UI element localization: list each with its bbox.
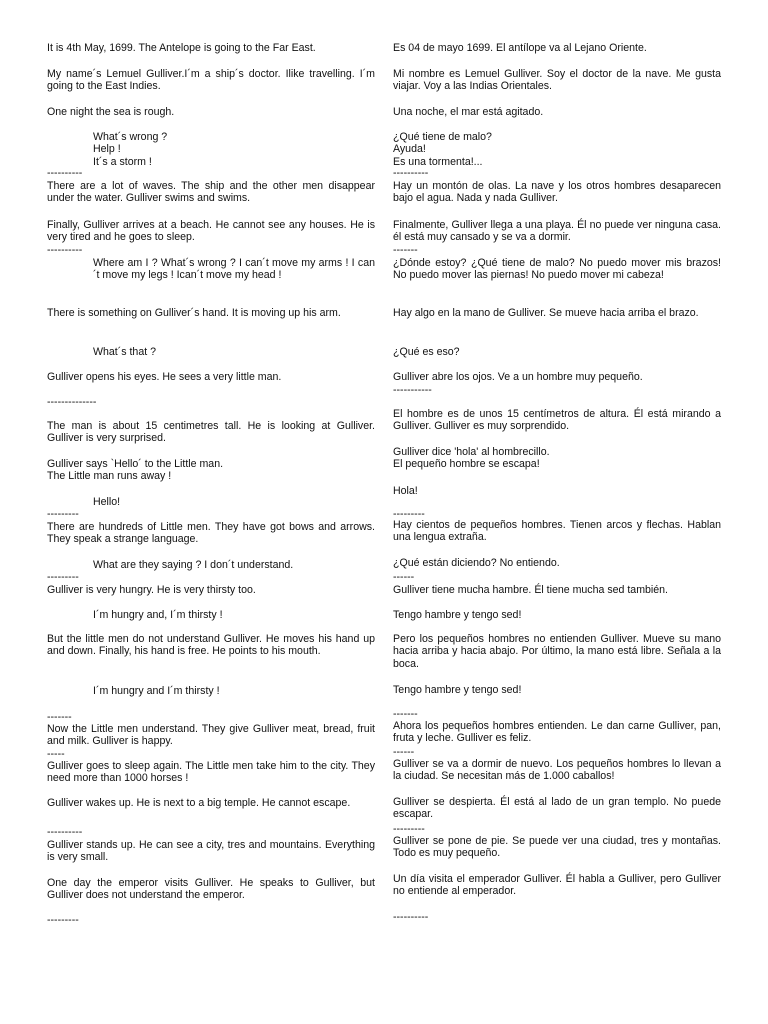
- paragraph: One day the emperor visits Gulliver. He speaks to Gulliver, but Gulliver does not understand the emperor.: [47, 877, 375, 902]
- paragraph: Gulliver stands up. He can see a city, tres and mountains. Everything is very small.: [47, 839, 375, 864]
- section-divider: ----------: [393, 911, 429, 923]
- paragraph: Hay cientos de pequeños hombres. Tienen arcos y flechas. Hablan una lengua extraña.: [393, 519, 721, 544]
- section-divider: ----------: [47, 244, 83, 256]
- dialogue-line: Ayuda!: [393, 143, 426, 156]
- paragraph: Ahora los pequeños hombres entienden. Le dan carne Gulliver, pan, fruta y leche. Gulliver es feliz.: [393, 720, 721, 745]
- section-divider: ----------: [393, 167, 429, 179]
- dialogue-line: Hola!: [393, 485, 418, 497]
- section-divider: ----------: [47, 826, 83, 838]
- paragraph: Gulliver goes to sleep again. The Little men take him to the city. They need more than 1000 horses !: [47, 760, 375, 785]
- paragraph: There are a lot of waves. The ship and the other men disappear under the water. Gulliver swims and swims.: [47, 180, 375, 205]
- text-line: El pequeño hombre se escapa!: [393, 458, 540, 471]
- section-divider: -------: [47, 711, 72, 723]
- paragraph: Now the Little men understand. They give Gulliver meat, bread, fruit and milk. Gulliver is happy.: [47, 723, 375, 748]
- section-divider: -----: [47, 748, 65, 760]
- paragraph: One night the sea is rough.: [47, 106, 175, 118]
- paragraph: Es 04 de mayo 1699. El antílope va al Lejano Oriente.: [393, 42, 647, 54]
- dialogue-line: Hello!: [93, 496, 121, 508]
- paragraph: Un día visita el emperador Gulliver. Él habla a Gulliver, pero Gulliver no entiende al emperador.: [393, 873, 721, 898]
- dialogue-line: Tengo hambre y tengo sed!: [393, 609, 522, 621]
- paragraph: [47, 458, 375, 483]
- paragraph: It is 4th May, 1699. The Antelope is going to the Far East.: [47, 42, 316, 54]
- dialogue-line: I´m hungry and I´m thirsty !: [93, 685, 220, 697]
- paragraph: Una noche, el mar está agitado.: [393, 106, 544, 118]
- dialogue-line: It´s a storm !: [93, 155, 152, 168]
- paragraph: Finalmente, Gulliver llega a una playa. Él no puede ver ninguna casa. él está muy cansado y se va a dormir.: [393, 219, 721, 244]
- paragraph: Gulliver tiene mucha hambre. Él tiene mucha sed también.: [393, 584, 668, 596]
- paragraph: My name´s Lemuel Gulliver.I´m a ship´s doctor. Ilike travelling. I´m going to the East Indies.: [47, 68, 375, 93]
- dialogue-line: Tengo hambre y tengo sed!: [393, 684, 522, 696]
- dialogue-line: What are they saying ? I don´t understand.: [93, 559, 294, 571]
- text-line: Gulliver dice 'hola' al hombrecillo.: [393, 446, 550, 458]
- paragraph: [393, 446, 721, 471]
- section-divider: ---------: [47, 508, 79, 520]
- section-divider: ------: [393, 746, 415, 758]
- dialogue-line: What´s that ?: [93, 346, 156, 358]
- paragraph: But the little men do not understand Gulliver. He moves his hand up and down. Finally, his hand is free. He points to his mouth.: [47, 633, 375, 658]
- paragraph: Gulliver abre los ojos. Ve a un hombre muy pequeño.: [393, 371, 643, 383]
- section-divider: -----------: [393, 384, 432, 396]
- paragraph: Hay un montón de olas. La nave y los otros hombres desaparecen bajo el agua. Nada y nada Gulliver.: [393, 180, 721, 205]
- paragraph: Mi nombre es Lemuel Gulliver. Soy el doctor de la nave. Me gusta viajar. Voy a las Indias Orientales.: [393, 68, 721, 93]
- text-line: Gulliver says `Hello´ to the Little man.: [47, 458, 224, 470]
- section-divider: -------: [393, 708, 418, 720]
- paragraph: Gulliver is very hungry. He is very thirsty too.: [47, 584, 256, 596]
- dialogue-line: Es una tormenta!...: [393, 155, 483, 168]
- paragraph: Hay algo en la mano de Gulliver. Se mueve hacia arriba el brazo.: [393, 307, 699, 319]
- paragraph: Gulliver se pone de pie. Se puede ver una ciudad, tres y montañas. Todo es muy pequeño.: [393, 835, 721, 860]
- paragraph: Gulliver wakes up. He is next to a big temple. He cannot escape.: [47, 797, 351, 809]
- dialogue-block: [393, 131, 721, 168]
- paragraph: The man is about 15 centimetres tall. He is looking at Gulliver. Gulliver is very surprised.: [47, 420, 375, 445]
- dialogue-line: ¿Qué es eso?: [393, 346, 460, 358]
- dialogue-line: ¿Qué están diciendo? No entiendo.: [393, 557, 560, 569]
- paragraph: Gulliver se va a dormir de nuevo. Los pequeños hombres lo llevan a la ciudad. Se necesitan más de 1.000 caballos!: [393, 758, 721, 783]
- paragraph: Gulliver opens his eyes. He sees a very little man.: [47, 371, 282, 383]
- paragraph: There are hundreds of Little men. They have got bows and arrows. They speak a strange language.: [47, 521, 375, 546]
- paragraph: El hombre es de unos 15 centímetros de altura. Él está mirando a Gulliver. Gulliver es muy sorprendido.: [393, 408, 721, 433]
- text-line: The Little man runs away !: [47, 470, 172, 483]
- section-divider: ------: [393, 571, 415, 583]
- section-divider: --------------: [47, 396, 97, 408]
- dialogue-block: [93, 131, 375, 168]
- paragraph: Gulliver se despierta. Él está al lado de un gran templo. No puede escapar.: [393, 796, 721, 821]
- section-divider: ---------: [47, 914, 79, 926]
- paragraph: Pero los pequeños hombres no entienden Gulliver. Mueve su mano hacia arriba y hacia abajo. Por último, la mano está libre. Señala a la boca.: [393, 633, 721, 670]
- section-divider: ---------: [393, 823, 425, 835]
- paragraph: Finally, Gulliver arrives at a beach. He cannot see any houses. He is very tired and he goes to sleep.: [47, 219, 375, 244]
- section-divider: ----------: [47, 167, 83, 179]
- paragraph: There is something on Gulliver´s hand. It is moving up his arm.: [47, 307, 341, 319]
- dialogue-line: Help !: [93, 143, 121, 156]
- dialogue-block: Where am I ? What´s wrong ? I can´t move my arms ! I can´t move my legs ! Ican´t move my head !: [93, 257, 375, 282]
- dialogue-line: ¿Qué tiene de malo?: [393, 131, 492, 143]
- section-divider: ---------: [47, 571, 79, 583]
- dialogue-line: I´m hungry and, I´m thirsty !: [93, 609, 223, 621]
- dialogue-line: What´s wrong ?: [93, 131, 168, 143]
- dialogue-block: ¿Dónde estoy? ¿Qué tiene de malo? No puedo mover mis brazos! No puedo mover las piernas! No puedo mover mi cabeza!: [393, 257, 721, 282]
- section-divider: -------: [393, 244, 418, 256]
- section-divider: ---------: [393, 508, 425, 520]
